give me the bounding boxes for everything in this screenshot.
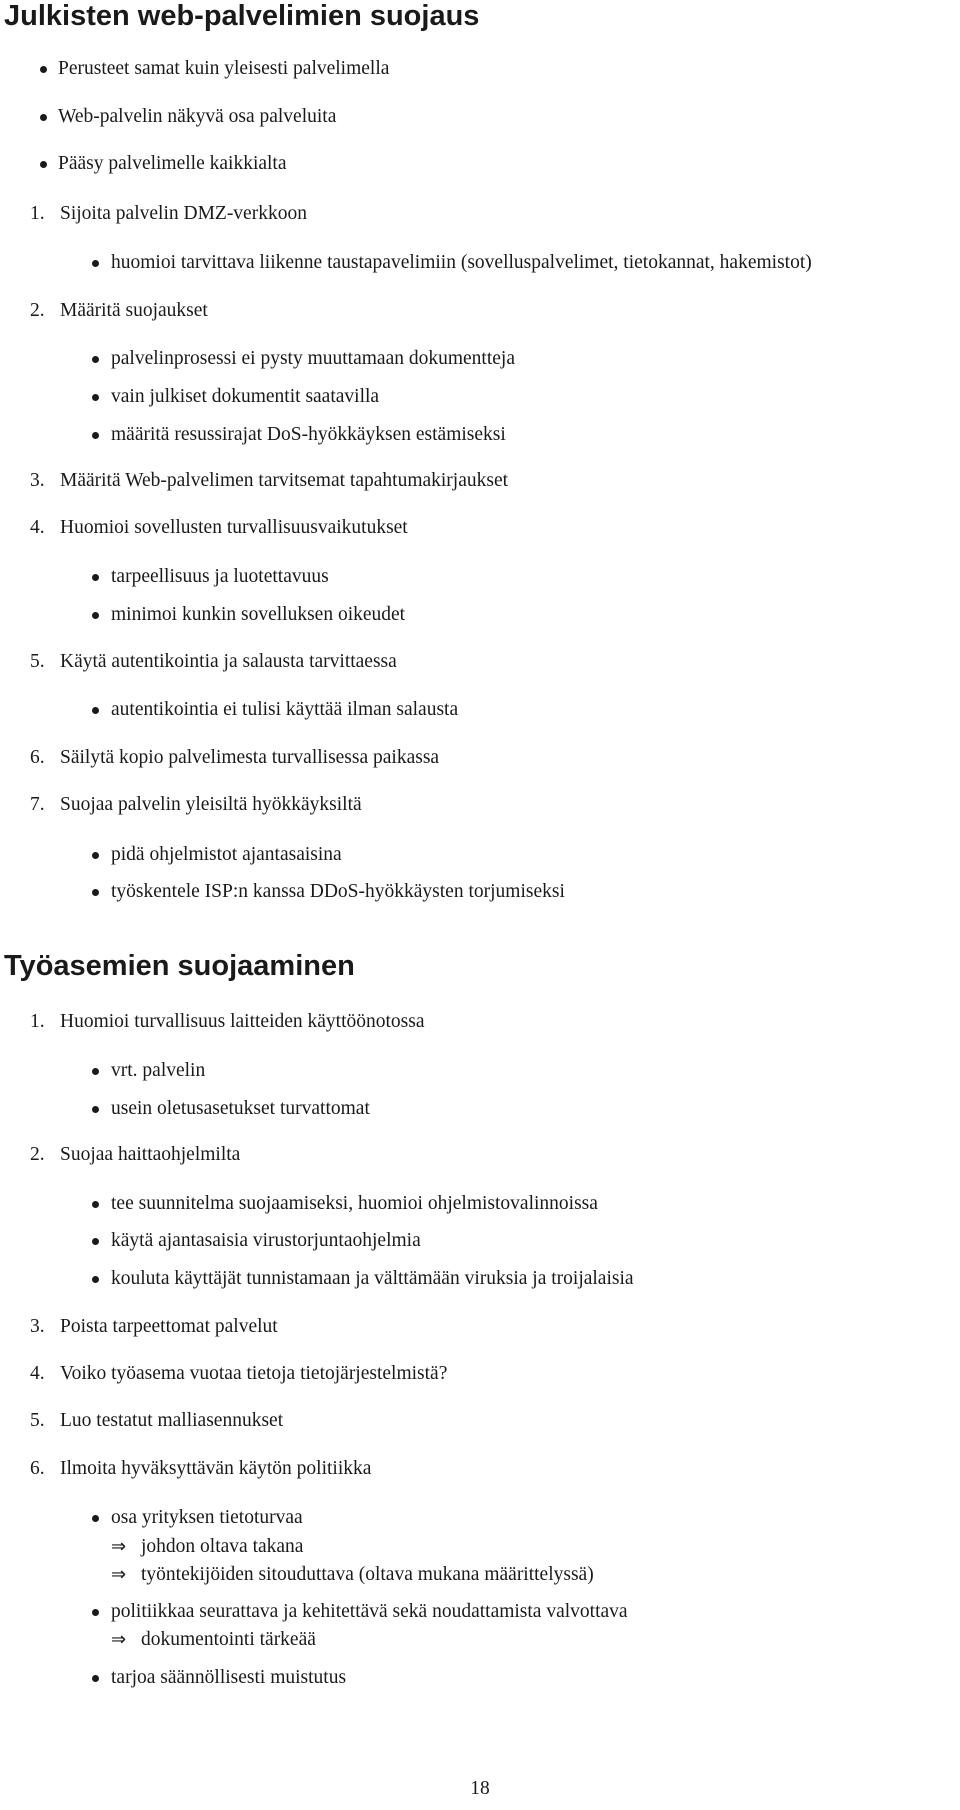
numbered-item: 2. Suojaa haittaohjelmilta <box>30 1144 241 1165</box>
numbered-item: 6. Ilmoita hyväksyttävän käytön politiikka <box>30 1458 372 1479</box>
implication-line: ⇒ työntekijöiden sitouduttava (oltava mukana määrittelyssä) <box>111 1564 594 1585</box>
numbered-item: 5. Käytä autentikointia ja salausta tarvittaessa <box>30 651 397 672</box>
bullet-icon <box>40 161 47 168</box>
numbered-item: 4. Huomioi sovellusten turvallisuusvaikutukset <box>30 517 408 538</box>
sub-item: minimoi kunkin sovelluksen oikeudet <box>111 603 405 627</box>
bullet-icon <box>92 852 99 859</box>
numbered-item: 5. Luo testatut malliasennukset <box>30 1410 284 1431</box>
bullet-icon <box>92 1675 99 1682</box>
bullet-icon <box>92 574 99 581</box>
implication-line: ⇒ johdon oltava takana <box>111 1536 304 1557</box>
sub-item: pidä ohjelmistot ajantasaisina <box>111 843 342 867</box>
list-item: Web-palvelin näkyvä osa palveluita <box>58 105 336 129</box>
bullet-icon <box>92 1106 99 1113</box>
list-item: Pääsy palvelimelle kaikkialta <box>58 152 287 176</box>
sub-item: tee suunnitelma suojaamiseksi, huomioi ohjelmistovalinnoissa <box>111 1192 598 1216</box>
bullet-icon <box>40 66 47 73</box>
bullet-icon <box>92 356 99 363</box>
bullet-icon <box>92 612 99 619</box>
bullet-icon <box>92 1276 99 1283</box>
implication-line: ⇒ dokumentointi tärkeää <box>111 1629 316 1650</box>
bullet-icon <box>92 707 99 714</box>
sub-item: tarpeellisuus ja luotettavuus <box>111 565 329 589</box>
sub-item: määritä resussirajat DoS-hyökkäyksen estämiseksi <box>111 423 506 447</box>
sub-item: huomioi tarvittava liikenne taustapavelimiin (sovelluspalvelimet, tietokannat, hakemistot) <box>111 251 812 275</box>
sub-item: politiikkaa seurattava ja kehitettävä sekä noudattamista valvottava <box>111 1600 628 1624</box>
bullet-icon <box>92 1201 99 1208</box>
bullet-icon <box>92 1238 99 1245</box>
bullet-icon <box>92 889 99 896</box>
bullet-icon <box>92 432 99 439</box>
sub-item: usein oletusasetukset turvattomat <box>111 1097 370 1121</box>
implies-arrow-icon: ⇒ <box>111 1564 127 1585</box>
bullet-icon <box>40 114 47 121</box>
bullet-icon <box>92 1068 99 1075</box>
sub-item: työskentele ISP:n kanssa DDoS-hyökkäysten torjumiseksi <box>111 880 565 904</box>
sub-item: käytä ajantasaisia virustorjuntaohjelmia <box>111 1229 421 1253</box>
sub-item: vain julkiset dokumentit saatavilla <box>111 385 379 409</box>
bullet-icon <box>92 1515 99 1522</box>
bullet-icon <box>92 260 99 267</box>
sub-item: osa yrityksen tietoturvaa <box>111 1506 303 1530</box>
sub-item: palvelinprosessi ei pysty muuttamaan dokumentteja <box>111 347 515 371</box>
numbered-item: 7. Suojaa palvelin yleisiltä hyökkäyksiltä <box>30 794 362 815</box>
sub-item: tarjoa säännöllisesti muistutus <box>111 1666 346 1690</box>
section-heading-web-server: Julkisten web-palvelimien suojaus <box>4 0 480 32</box>
numbered-item: 1. Huomioi turvallisuus laitteiden käyttöönotossa <box>30 1011 425 1032</box>
numbered-item: 2. Määritä suojaukset <box>30 300 208 321</box>
numbered-item: 1. Sijoita palvelin DMZ-verkkoon <box>30 203 307 224</box>
list-item: Perusteet samat kuin yleisesti palvelimella <box>58 57 389 81</box>
bullet-icon <box>92 1609 99 1616</box>
implies-arrow-icon: ⇒ <box>111 1629 127 1650</box>
section-heading-workstations: Työasemien suojaaminen <box>4 950 355 982</box>
numbered-item: 3. Määritä Web-palvelimen tarvitsemat tapahtumakirjaukset <box>30 470 509 491</box>
numbered-item: 4. Voiko työasema vuotaa tietoja tietojärjestelmistä? <box>30 1363 448 1384</box>
bullet-icon <box>92 394 99 401</box>
sub-item: autentikointia ei tulisi käyttää ilman salausta <box>111 698 458 722</box>
numbered-item: 6. Säilytä kopio palvelimesta turvallisessa paikassa <box>30 747 440 768</box>
sub-item: kouluta käyttäjät tunnistamaan ja välttämään viruksia ja troijalaisia <box>111 1267 634 1291</box>
sub-item: vrt. palvelin <box>111 1059 205 1083</box>
numbered-item: 3. Poista tarpeettomat palvelut <box>30 1316 278 1337</box>
implies-arrow-icon: ⇒ <box>111 1536 127 1557</box>
page-number: 18 <box>470 1778 490 1799</box>
